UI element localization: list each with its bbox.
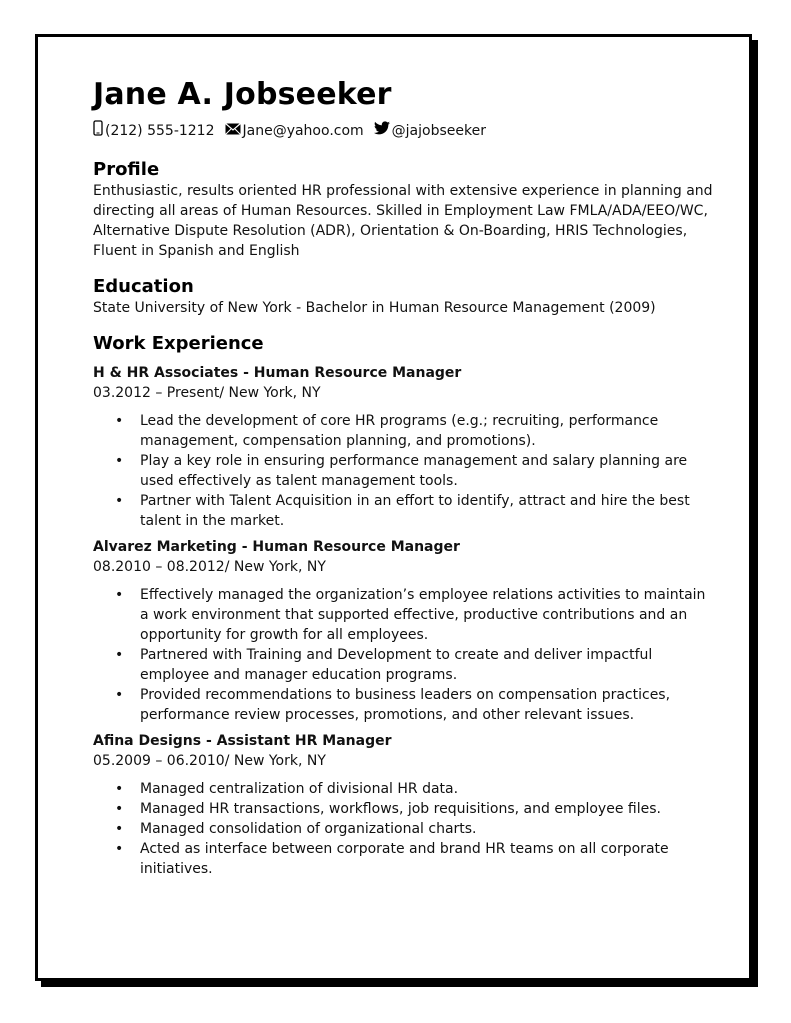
bullet-text: Partnered with Training and Development to create and deliver impactful employee and manager education programs. (140, 647, 653, 683)
bullet-marker: • (115, 687, 124, 703)
mobile-phone-icon (93, 120, 103, 141)
profile-heading: Profile (93, 159, 160, 180)
bullet-marker: • (115, 493, 124, 509)
bullet-text: Partner with Talent Acquisition in an effort to identify, attract and hire the best talent in the market. (140, 493, 690, 529)
job-bullets (93, 585, 713, 725)
job-bullet-item (93, 839, 713, 879)
candidate-name: Jane A. Jobseeker (93, 77, 392, 112)
bullet-marker: • (115, 587, 124, 603)
job-bullet-item (93, 411, 713, 451)
job-bullet-item (93, 779, 713, 799)
job-bullets (93, 411, 713, 531)
envelope-icon (225, 122, 241, 140)
bullet-marker: • (115, 647, 124, 663)
contact-line (93, 120, 713, 141)
job-bullet-item (93, 645, 713, 685)
bullet-text: Lead the development of core HR programs (e.g.; recruiting, performance management, compensation planning, and promotions). (140, 413, 659, 449)
job-bullet-item (93, 585, 713, 645)
education-section (93, 276, 713, 318)
work-experience-section (93, 333, 713, 879)
bullet-marker: • (115, 413, 124, 429)
job-bullet-item (93, 819, 713, 839)
job-entry (93, 731, 713, 879)
bullet-text: Acted as interface between corporate and brand HR teams on all corporate initiatives. (140, 841, 669, 877)
job-bullet-item (93, 799, 713, 819)
job-bullets (93, 779, 713, 879)
contact-twitter (374, 121, 486, 140)
bullet-text: Play a key role in ensuring performance management and salary planning are used effectively as talent management tools. (140, 453, 688, 489)
bullet-marker: • (115, 821, 124, 837)
job-dates: 05.2009 – 06.2010/ New York, NY (93, 753, 326, 769)
profile-text: Enthusiastic, results oriented HR professional with extensive experience in planning and directing all areas of Human Resources. Skilled in Employment Law FMLA/ADA/EEO/WC, Alternative Dispute Resolution (ADR), Orientation & On-Boarding, HRIS Technologies, Fluent in Spanish and English (93, 183, 713, 259)
work-experience-heading: Work Experience (93, 333, 264, 354)
job-dates: 03.2012 – Present/ New York, NY (93, 385, 321, 401)
twitter-bird-icon (374, 121, 390, 140)
job-bullet-item (93, 491, 713, 531)
job-title: Afina Designs - Assistant HR Manager (93, 733, 392, 749)
phone-number: (212) 555-1212 (105, 122, 215, 139)
bullet-text: Effectively managed the organization’s employee relations activities to maintain a work environment that supported effective, productive contributions and an opportunity for growth for all employees. (140, 587, 706, 643)
twitter-handle: @jajobseeker (391, 122, 486, 139)
bullet-text: Managed centralization of divisional HR data. (140, 781, 459, 797)
job-bullet-item (93, 685, 713, 725)
job-entry (93, 537, 713, 725)
job-title: H & HR Associates - Human Resource Manager (93, 365, 462, 381)
bullet-marker: • (115, 841, 124, 857)
job-dates: 08.2010 – 08.2012/ New York, NY (93, 559, 326, 575)
bullet-marker: • (115, 801, 124, 817)
bullet-marker: • (115, 781, 124, 797)
job-title: Alvarez Marketing - Human Resource Manager (93, 539, 460, 555)
job-entry (93, 363, 713, 531)
profile-section (93, 159, 713, 261)
bullet-marker: • (115, 453, 124, 469)
contact-email (225, 122, 364, 140)
bullet-text: Managed consolidation of organizational charts. (140, 821, 477, 837)
job-bullet-item (93, 451, 713, 491)
email-address: Jane@yahoo.com (242, 122, 364, 139)
contact-phone (93, 120, 215, 141)
bullet-text: Managed HR transactions, workflows, job requisitions, and employee files. (140, 801, 661, 817)
resume-content (93, 76, 713, 879)
bullet-text: Provided recommendations to business leaders on compensation practices, performance review processes, promotions, and other relevant issues. (140, 687, 671, 723)
education-heading: Education (93, 276, 194, 297)
education-text: State University of New York - Bachelor in Human Resource Management (2009) (93, 300, 656, 316)
